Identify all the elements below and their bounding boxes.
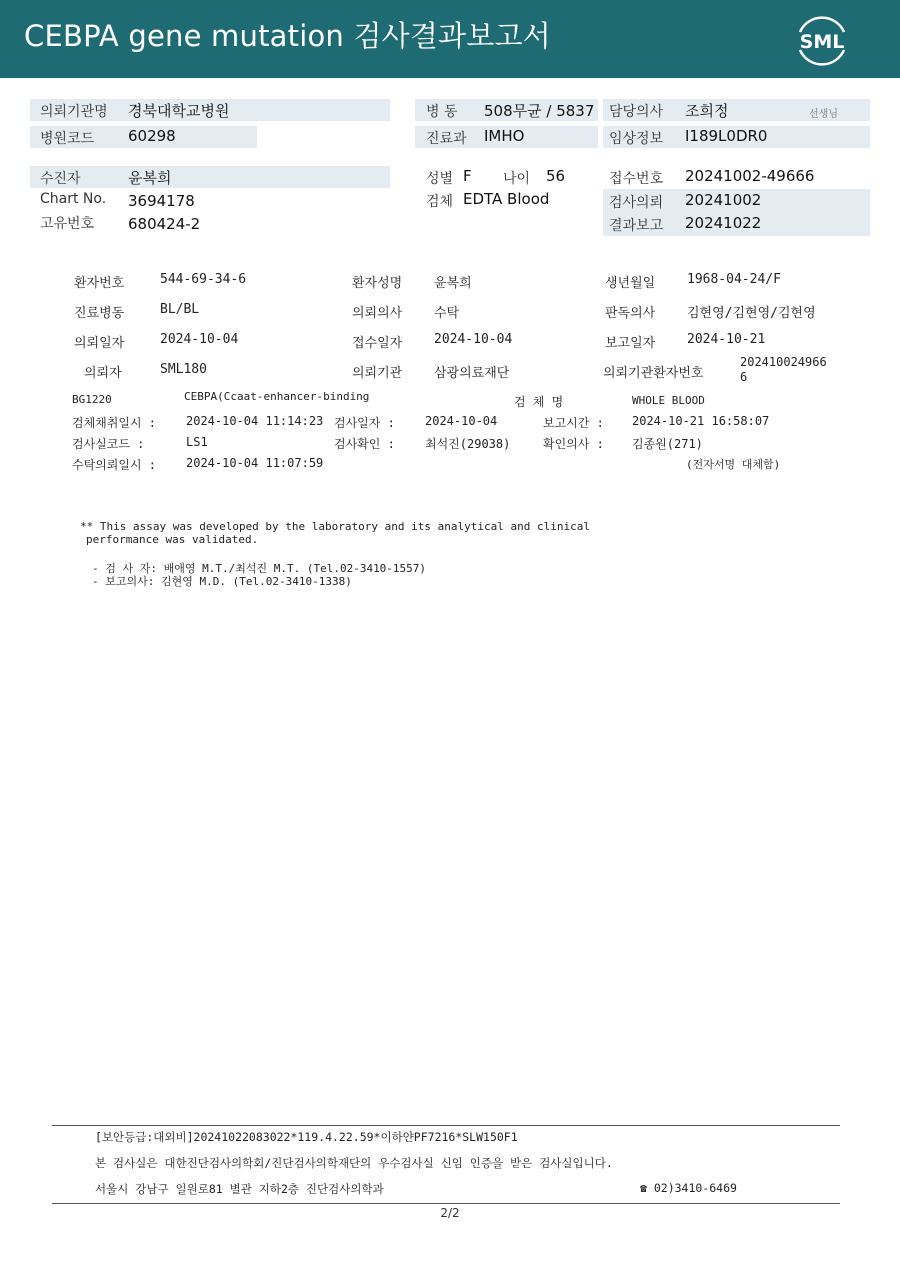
scan-value: 202410024966 xyxy=(740,355,827,369)
scan-value: 삼광의료재단 xyxy=(434,366,510,381)
specimen-name-label: 검 체 명 xyxy=(514,395,564,409)
report-title: CEBPA gene mutation 검사결과보고서 xyxy=(24,19,551,53)
esign-note: (전자서명 대체함) xyxy=(686,458,781,471)
ward-value: 508무균 / 5837 xyxy=(484,102,595,120)
scan-value: SML180 xyxy=(160,362,207,377)
scan-value: BL/BL xyxy=(160,302,200,317)
confirm-label: 검사확인 : xyxy=(334,437,395,451)
report-header xyxy=(0,0,900,78)
request-value: 20241002 xyxy=(685,191,762,209)
security-line: [보안등급:대외비]20241022083022*119.4.22.59*이하얀PF7216*SLW150F1 xyxy=(95,1130,518,1144)
department-value: IMHO xyxy=(484,127,525,145)
scan-label: 의뢰기관 xyxy=(352,366,403,381)
age-label: 나이 xyxy=(503,171,531,187)
doctor-value: 조희정 xyxy=(685,102,729,120)
test-code: BG1220 xyxy=(72,393,112,406)
requester-label: 의뢰기관명 xyxy=(40,104,108,120)
page-number: 2/2 xyxy=(440,1206,460,1220)
reporter-line: - 보고의사: 김현영 M.D. (Tel.02-3410-1338) xyxy=(92,575,352,588)
testdate-label: 검사일자 : xyxy=(334,416,395,430)
scan-value: 2024-10-04 xyxy=(434,332,513,347)
testdate-value: 2024-10-04 xyxy=(425,414,498,428)
sex-label: 성별 xyxy=(426,171,454,187)
receipt-value: 20241002-49666 xyxy=(685,167,815,185)
sex-value: F xyxy=(463,167,472,185)
labcode-value: LS1 xyxy=(186,435,208,449)
checker-value: 김종원(271) xyxy=(632,437,703,451)
scan-label: 진료병동 xyxy=(74,306,125,321)
scan-label: 환자성명 xyxy=(352,276,403,291)
chart-value: 3694178 xyxy=(128,192,195,210)
scan-value: 윤복희 xyxy=(434,276,472,291)
doctor-label: 담당의사 xyxy=(609,104,664,120)
scan-value: 544-69-34-6 xyxy=(160,272,247,287)
receipt-label: 접수번호 xyxy=(609,171,664,187)
scan-value: 2024-10-04 xyxy=(160,332,239,347)
scan-label: 의뢰의사 xyxy=(352,306,403,321)
patient-bar xyxy=(30,166,390,188)
collect-label: 검체채취일시 : xyxy=(72,416,157,430)
footer-top-rule xyxy=(52,1125,840,1126)
department-label: 진료과 xyxy=(426,131,467,147)
request-label: 검사의뢰 xyxy=(609,195,664,211)
footer-bottom-rule xyxy=(52,1203,840,1204)
hospital-code-value: 60298 xyxy=(128,127,176,145)
requester-value: 경북대학교병원 xyxy=(128,102,230,120)
report-value: 20241022 xyxy=(685,214,762,232)
patient-label: 수진자 xyxy=(40,171,81,187)
scan-value: 2024-10-21 xyxy=(687,332,766,347)
consign-value: 2024-10-04 11:07:59 xyxy=(186,456,324,470)
scan-label: 의뢰기관환자번호 xyxy=(603,366,704,381)
confirm-value: 최석진(29038) xyxy=(425,437,511,451)
patient-value: 윤복희 xyxy=(128,169,172,187)
scan-label: 의뢰일자 xyxy=(74,336,125,351)
certification-line: 본 검사실은 대한진단검사의학회/진단검사의학재단의 우수검사실 신임 인증을 받은 검사실입니다. xyxy=(95,1156,613,1170)
scan-value: 수탁 xyxy=(434,306,460,321)
scan-label: 환자번호 xyxy=(74,276,125,291)
tester-line: - 검 사 자: 배애영 M.T./최석진 M.T. (Tel.02-3410-1557) xyxy=(92,562,427,575)
collect-value: 2024-10-04 11:14:23 xyxy=(186,414,324,428)
note-line-1: ** This assay was developed by the laboratory and its analytical and clinical xyxy=(80,520,590,533)
reporttime-value: 2024-10-21 16:58:07 xyxy=(632,414,770,428)
clinical-value: I189L0DR0 xyxy=(685,127,768,145)
chart-label: Chart No. xyxy=(40,191,107,207)
scan-label: 보고일자 xyxy=(605,336,656,351)
clinical-label: 임상정보 xyxy=(609,131,664,147)
scan-value: 6 xyxy=(740,370,748,384)
scan-value: 김현영/김현영/김현영 xyxy=(687,306,816,321)
note-line-2: performance was validated. xyxy=(86,533,259,546)
report-label: 결과보고 xyxy=(609,218,664,234)
age-value: 56 xyxy=(546,167,566,185)
ward-label: 병 동 xyxy=(426,104,458,120)
address-line: 서울시 강남구 일원로81 별관 지하2층 진단검사의학과 xyxy=(95,1182,384,1196)
scan-label: 접수일자 xyxy=(352,336,403,351)
scan-value: 1968-04-24/F xyxy=(687,272,781,287)
specimen-value: EDTA Blood xyxy=(463,190,550,208)
logo-text: SML xyxy=(799,31,845,53)
unique-value: 680424-2 xyxy=(128,215,201,233)
doctor-suffix: 선생님 xyxy=(809,109,838,120)
scan-label: 의뢰자 xyxy=(84,366,122,381)
unique-label: 고유번호 xyxy=(40,216,95,232)
hospital-code-label: 병원코드 xyxy=(40,131,95,147)
test-name: CEBPA(Ccaat-enhancer-binding xyxy=(184,390,370,403)
scan-label: 생년월일 xyxy=(605,276,656,291)
consign-label: 수탁의뢰일시 : xyxy=(72,458,157,472)
phone-line: ☎ 02)3410-6469 xyxy=(640,1181,737,1195)
sml-logo xyxy=(790,12,854,68)
checker-label: 확인의사 : xyxy=(543,437,604,451)
specimen-name-value: WHOLE BLOOD xyxy=(632,394,705,407)
scan-label: 판독의사 xyxy=(605,306,656,321)
reporttime-label: 보고시간 : xyxy=(543,416,604,430)
specimen-label: 검체 xyxy=(426,194,454,210)
labcode-label: 검사실코드 : xyxy=(72,437,145,451)
